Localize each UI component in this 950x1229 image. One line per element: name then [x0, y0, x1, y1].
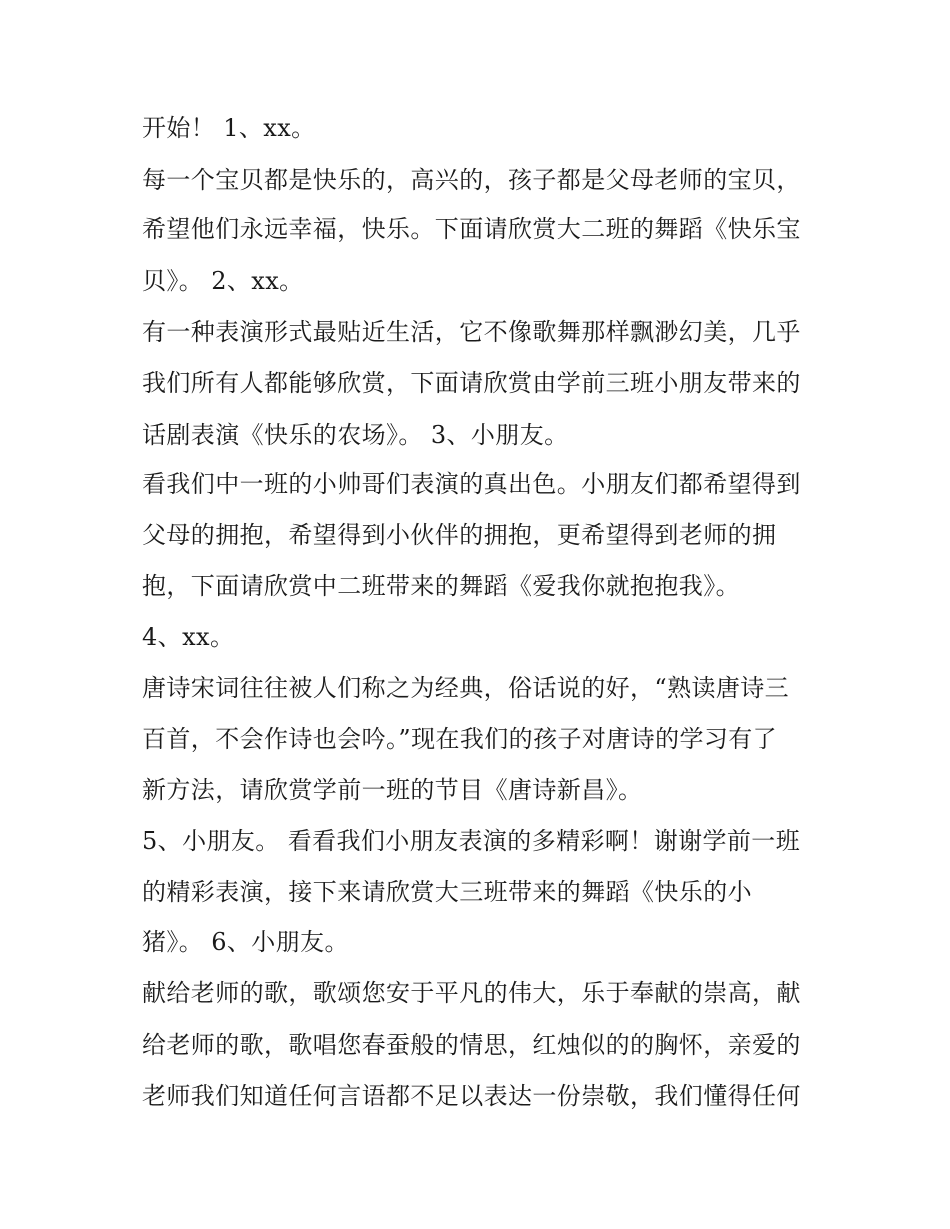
- text-line: 抱，下面请欣赏中二班带来的舞蹈《爱我你就抱抱我》。: [142, 572, 740, 600]
- text-line: 父母的拥抱，希望得到小伙伴的拥抱，更希望得到老师的拥: [142, 521, 777, 549]
- text-line: 百首，不会作诗也会吟。”现在我们的孩子对唐诗的学习有了: [142, 725, 778, 753]
- text-line: 我们所有人都能够欣赏，下面请欣赏由学前三班小朋友带来的: [142, 369, 801, 397]
- text-line: 每一个宝贝都是快乐的，高兴的，孩子都是父母老师的宝贝，: [142, 166, 801, 194]
- text-line: 给老师的歌，歌唱您春蚕般的情思，红烛似的的胸怀，亲爱的: [142, 1031, 801, 1059]
- text-line: 老师我们知道任何言语都不足以表达一份崇敬，我们懂得任何: [142, 1082, 801, 1110]
- text-line: 开始！ 1、xx。: [142, 114, 316, 142]
- text-line: 猪》。 6、小朋友。: [142, 928, 349, 956]
- text-line: 看我们中一班的小帅哥们表演的真出色。小朋友们都希望得到: [142, 470, 801, 498]
- text-line: 4、xx。: [142, 623, 235, 651]
- text-line: 话剧表演《快乐的农场》。 3、小朋友。: [142, 421, 569, 449]
- text-line: 5、小朋友。 看看我们小朋友表演的多精彩啊！谢谢学前一班: [142, 827, 801, 855]
- text-line: 有一种表演形式最贴近生活，它不像歌舞那样飘渺幻美，几乎: [142, 318, 801, 346]
- text-line: 献给老师的歌，歌颂您安于平凡的伟大，乐于奉献的崇高，献: [142, 979, 801, 1007]
- text-line: 希望他们永远幸福，快乐。下面请欣赏大二班的舞蹈《快乐宝: [142, 215, 801, 243]
- text-line: 新方法，请欣赏学前一班的节目《唐诗新昌》。: [142, 776, 643, 804]
- text-line: 的精彩表演，接下来请欣赏大三班带来的舞蹈《快乐的小: [142, 878, 752, 906]
- text-line: 贝》。 2、xx。: [142, 267, 304, 295]
- text-line: 唐诗宋词往往被人们称之为经典，俗话说的好，“熟读唐诗三: [142, 674, 790, 702]
